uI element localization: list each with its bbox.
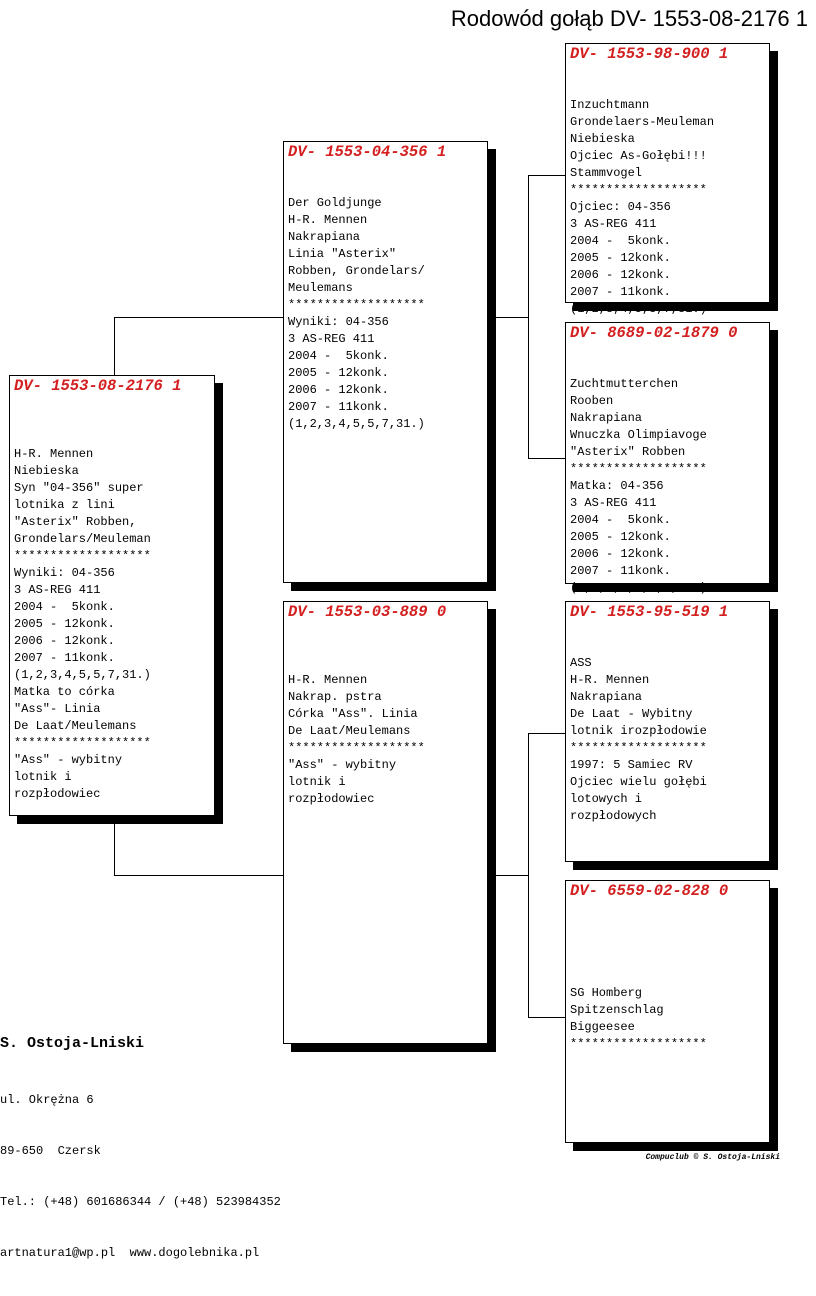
- connector-line: [494, 875, 528, 876]
- pigeon-card-dam-sire: [565, 601, 770, 862]
- connector-line: [528, 733, 568, 734]
- owner-address: ul. Okrężna 6: [0, 1093, 94, 1107]
- pigeon-ring-number: DV- 6559-02-828 0: [570, 882, 729, 900]
- pigeon-ring-number: DV- 1553-03-889 0: [288, 603, 447, 621]
- connector-line: [528, 175, 568, 176]
- pigeon-details: Der Goldjunge H-R. Mennen Nakrapiana Linia "Asterix" Robben, Grondelars/ Meulemans ******************* Wyniki: 04-356 3 AS-REG 411 2004 - 5konk. 2005 - 12konk. 2006 - 12konk. 2007 - 11konk. (1,2,3,4,5,5,7,31.): [288, 196, 425, 431]
- pigeon-ring-number: DV- 1553-04-356 1: [288, 143, 447, 161]
- pigeon-ring-number: DV- 1553-95-519 1: [570, 603, 729, 621]
- pigeon-ring-number: DV- 1553-98-900 1: [570, 45, 729, 63]
- connector-line: [114, 317, 286, 318]
- pigeon-card-sire: [283, 141, 488, 583]
- pigeon-card-dam-dam: [565, 880, 770, 1143]
- pigeon-card-sire-sire: [565, 43, 770, 316]
- pigeon-details: Inzuchtmann Grondelaers-Meuleman Niebieska Ojciec As-Gołębi!!! Stammvogel ******************* Ojciec: 04-356 3 AS-REG 411 2004 - 5konk. 2005 - 12konk. 2006 - 12konk. 2007 - 11konk. (1,2,3,4,5,5,7,31.): [570, 98, 715, 316]
- pigeon-details: ASS H-R. Mennen Nakrapiana De Laat - Wybitny lotnik irozpłodowie ******************* 1997: 5 Samiec RV Ojciec wielu gołębi lotowych i rozpłodowych: [570, 656, 707, 823]
- connector-line: [114, 317, 115, 379]
- owner-contact: artnatura1@wp.pl www.dogolebnika.pl: [0, 1246, 260, 1260]
- pigeon-ring-number: DV- 8689-02-1879 0: [570, 324, 738, 342]
- pigeon-ring-number: DV- 1553-08-2176 1: [14, 377, 182, 395]
- connector-line: [114, 875, 286, 876]
- pigeon-card-subject: [9, 375, 215, 816]
- owner-info: [0, 1034, 281, 1296]
- pigeon-details: H-R. Mennen Nakrap. pstra Córka "Ass". Linia De Laat/Meulemans ******************* "Ass" - wybitny lotnik i rozpłodowiec: [288, 673, 425, 806]
- connector-line: [528, 733, 529, 1018]
- pigeon-card-dam: [283, 601, 488, 1044]
- owner-city: 89-650 Czersk: [0, 1144, 101, 1158]
- owner-name: S. Ostoja-Lniski: [0, 1035, 145, 1052]
- connector-line: [494, 317, 528, 318]
- pigeon-card-sire-dam: [565, 322, 770, 595]
- owner-phone: Tel.: (+48) 601686344 / (+48) 523984352: [0, 1195, 281, 1209]
- footer-credit: Compuclub © S. Ostoja-Lniski: [645, 1153, 780, 1162]
- pigeon-details: SG Homberg Spitzenschlag Biggeesee *******************: [570, 986, 707, 1051]
- pigeon-details: Zuchtmutterchen Rooben Nakrapiana Wnuczka Olimpiavoge "Asterix" Robben ******************* Matka: 04-356 3 AS-REG 411 2004 - 5konk. 2005 - 12konk. 2006 - 12konk. 2007 - 11konk. (1,2,3,4,5,5,7,31.): [570, 377, 707, 595]
- pigeon-details: H-R. Mennen Niebieska Syn "04-356" super lotnika z lini "Asterix" Robben, Grondelars/Meuleman ******************* Wyniki: 04-356 3 AS-REG 411 2004 - 5konk. 2005 - 12konk. 2006 - 12konk. 2007 - 11konk. (1,2,3,4,5,5,7,31.) Matka to córka "Ass"- Linia De Laat/Meulemans ******************* "Ass" - wybitny lotnik i rozpłodowiec: [14, 447, 151, 801]
- connector-line: [528, 458, 568, 459]
- connector-line: [528, 175, 529, 459]
- connector-line: [528, 1017, 568, 1018]
- page-title: Rodowód gołąb DV- 1553-08-2176 1: [450, 6, 808, 31]
